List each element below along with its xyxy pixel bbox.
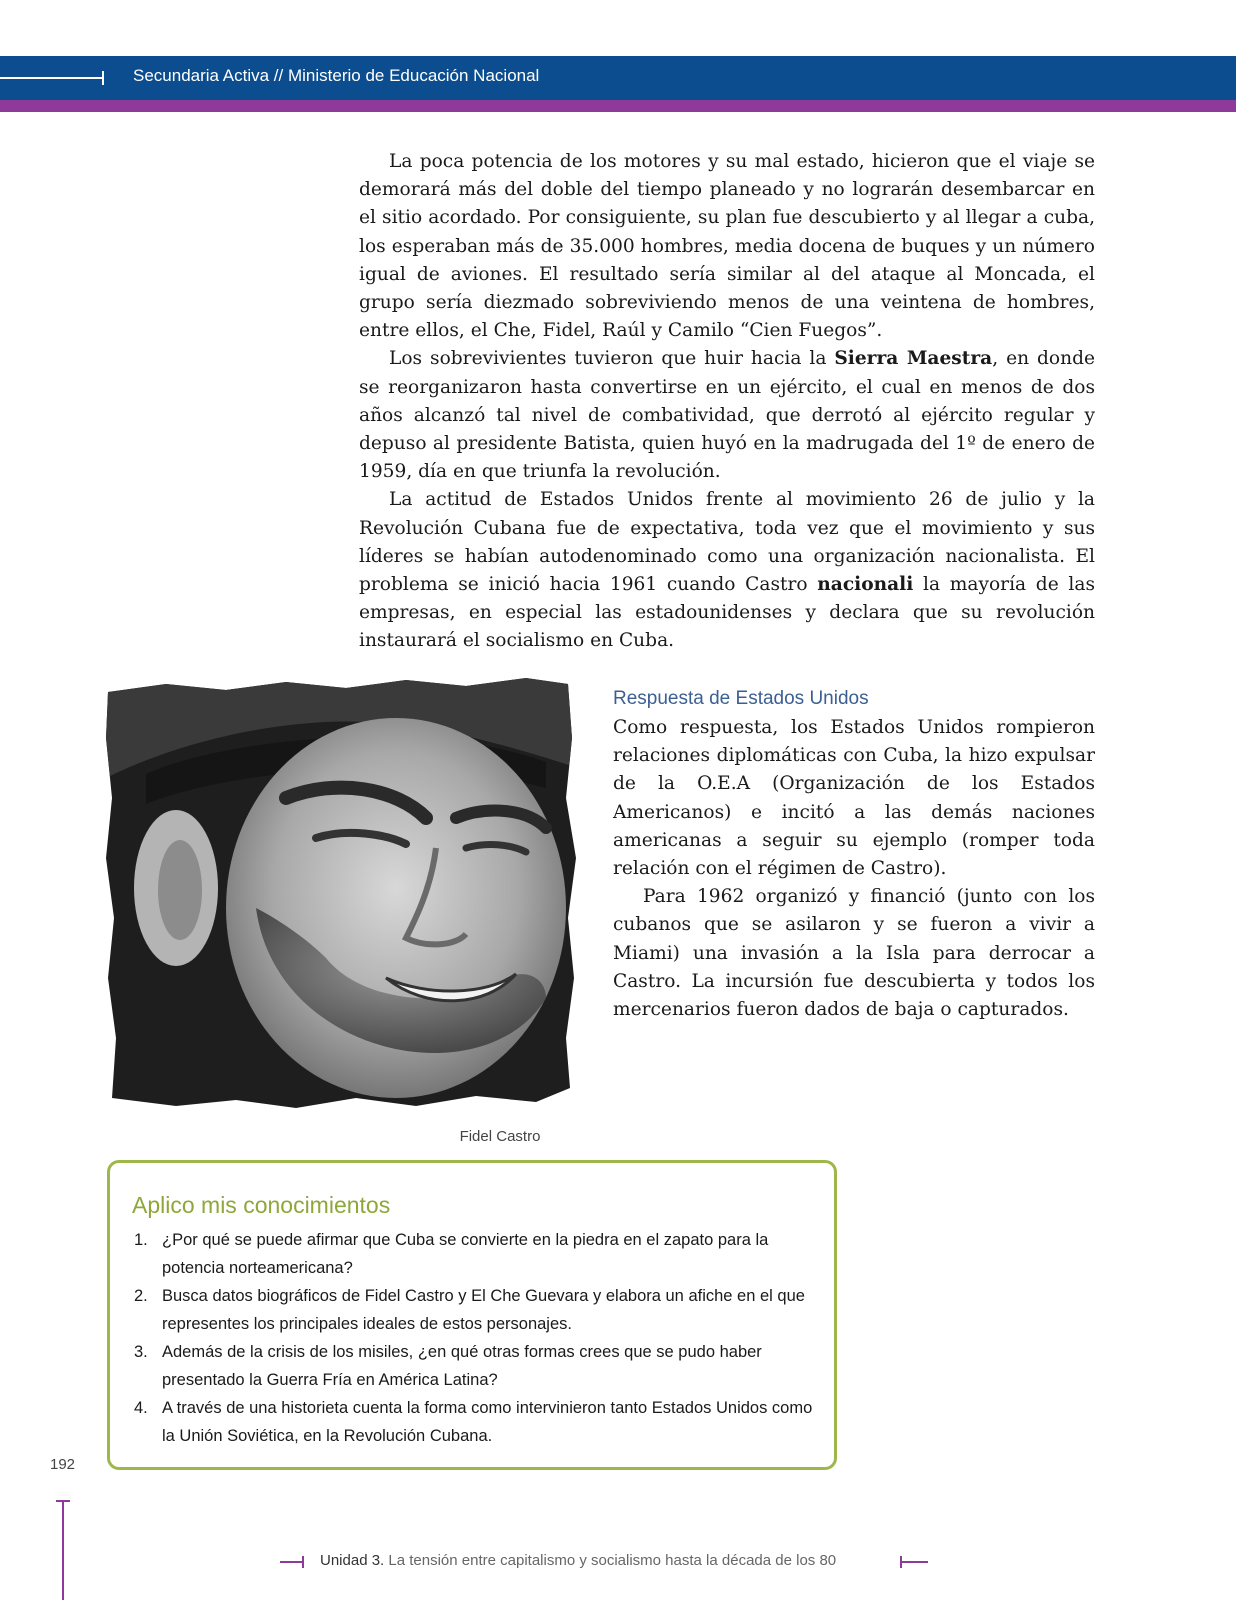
side-paragraph-1: Como respuesta, los Estados Unidos rompieron relaciones diplomáticas con Cuba, la hizo expulsar de la O.E.A (Organización de los Estados Americanos) e incitó a las demás naciones americanas a seguir su ejemplo (romper toda relación con el régimen de Castro). bbox=[613, 717, 1095, 880]
header-stripe bbox=[0, 100, 1236, 112]
footer-left-line bbox=[280, 1561, 304, 1563]
header-tick bbox=[102, 71, 104, 85]
paragraph-2 bbox=[359, 345, 1095, 486]
section-title: Respuesta de Estados Unidos bbox=[613, 688, 869, 709]
page-number: 192 bbox=[50, 1456, 76, 1473]
activity-item-text: A través de una historieta cuenta la forma como intervinieron tanto Estados Unidos como la Unión Soviética, en la Revolución Cubana. bbox=[162, 1399, 813, 1445]
paragraph-3-start: La actitud de Estados Unidos frente al movimiento 26 de julio y la Revolución Cubana fue de expectativa, toda vez que el movimiento y sus líderes se habían autodenominado como una organización nacionalista. El problema se inició hacia 1961 cuando Castro bbox=[359, 489, 1095, 596]
footer bbox=[280, 1550, 940, 1574]
footer-unit: Unidad 3. bbox=[320, 1552, 385, 1569]
paragraph-3-bold: nacionali bbox=[817, 574, 914, 596]
side-text bbox=[613, 714, 1095, 1024]
activity-item-number: 2. bbox=[134, 1287, 148, 1305]
photo-caption: Fidel Castro bbox=[459, 1128, 541, 1145]
footer-left-tick bbox=[302, 1556, 304, 1568]
paragraph-2-start: Los sobrevivientes tuvieron que huir hacia la bbox=[389, 348, 835, 370]
activity-list bbox=[132, 1226, 822, 1450]
footer-text bbox=[320, 1552, 836, 1569]
activity-item-text: Además de la crisis de los misiles, ¿en qué otras formas crees que se pudo haber presentado la Guerra Fría en América Latina? bbox=[162, 1343, 762, 1389]
activity-item bbox=[132, 1226, 822, 1282]
paragraph-2-bold: Sierra Maestra bbox=[834, 348, 993, 370]
activity-item bbox=[132, 1338, 822, 1394]
activity-item-text: ¿Por qué se puede afirmar que Cuba se convierte en la piedra en el zapato para la potencia norteamericana? bbox=[162, 1231, 769, 1277]
paragraph-1: La poca potencia de los motores y su mal estado, hicieron que el viaje se demorará más del doble del tiempo planeado y no lograrán desembarcar en el sitio acordado. Por consiguiente, su plan fue descubierto y al llegar a cuba, los esperaban más de 35.000 hombres, media docena de buques y un número igual de aviones. El resultado sería similar al del ataque al Moncada, el grupo sería diezmado sobreviviendo menos de una veintena de hombres, entre ellos, el Che, Fidel, Raúl y Camilo “Cien Fuegos”. bbox=[359, 151, 1095, 342]
footer-right-tick bbox=[900, 1556, 902, 1568]
footer-right-line bbox=[900, 1561, 928, 1563]
activity-item-number: 1. bbox=[134, 1231, 148, 1249]
margin-line bbox=[62, 1500, 64, 1600]
paragraph-3-end: la mayoría de las empresas, en especial las estadounidenses y declara que su revolución instaurará el socialismo en Cuba. bbox=[359, 574, 1095, 652]
activity-item-number: 3. bbox=[134, 1343, 148, 1361]
portrait-photo bbox=[106, 678, 578, 1112]
paragraph-2-end: , en donde se reorganizaron hasta convertirse en un ejército, el cual en menos de dos años alcanzó tal nivel de combatividad, que derrotó al ejército regular y depuso al presidente Batista, quien huyó en la madrugada del 1º de enero de 1959, día en que triunfa la revolución. bbox=[359, 348, 1095, 483]
header-title: Secundaria Activa // Ministerio de Educación Nacional bbox=[133, 66, 540, 85]
main-text bbox=[359, 148, 1095, 656]
activity-item bbox=[132, 1282, 822, 1338]
activity-item-number: 4. bbox=[134, 1399, 148, 1417]
activity-item bbox=[132, 1394, 822, 1450]
side-paragraph-2: Para 1962 organizó y financió (junto con los cubanos que se asilaron y se fueron a vivir a Miami) una invasión a la Isla para derrocar a Castro. La incursión fue descubierta y todos los mercenarios fueron dados de baja o capturados. bbox=[613, 886, 1095, 1021]
header-rule bbox=[0, 77, 104, 79]
activity-title: Aplico mis conocimientos bbox=[132, 1192, 391, 1218]
paragraph-3 bbox=[359, 486, 1095, 655]
footer-title: La tensión entre capitalismo y socialismo hasta la década de los 80 bbox=[384, 1552, 837, 1569]
activity-item-text: Busca datos biográficos de Fidel Castro y El Che Guevara y elabora un afiche en el que representes los principales ideales de estos personajes. bbox=[162, 1287, 805, 1333]
